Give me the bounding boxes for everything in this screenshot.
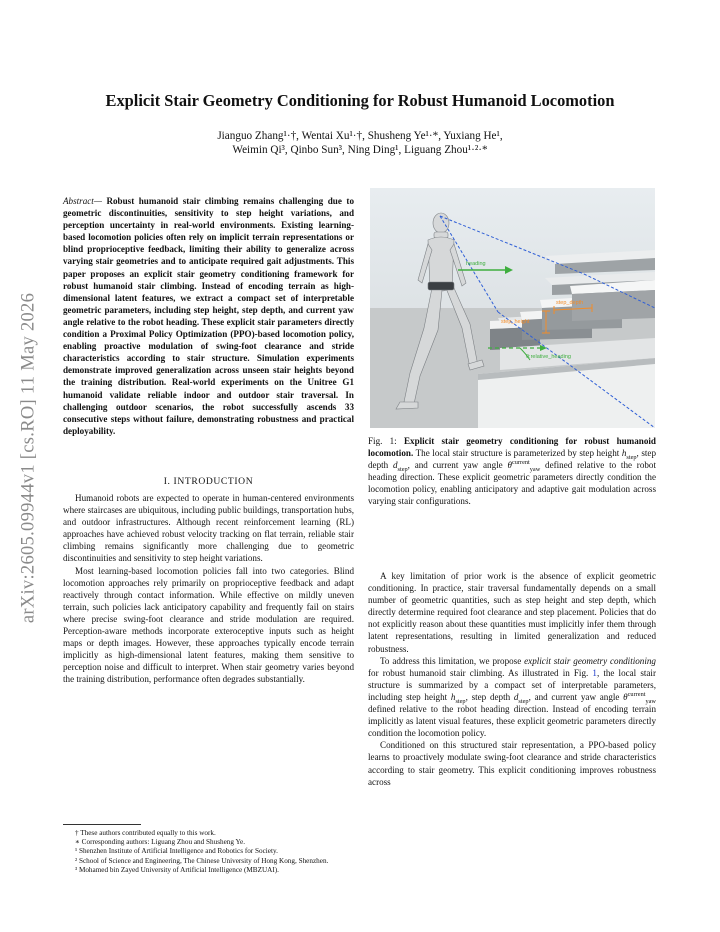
caption-text-4: defined relative to the robot heading direction. These explicit geometric parameters directly condition the locomotion policy, enabling anticipatory and adaptive gait modulation across varying stair configurations. — [368, 460, 656, 507]
footnotes — [63, 829, 354, 875]
intro-paragraph-2: Most learning-based locomotion policies fall into two categories. Blind locomotion approaches rely primarily on proprioceptive feedback and adapt reactively through contact information. While effective on mildly uneven terrain, such policies lack anticipatory capability and frequently fail on stairs where precise swing-foot clearance and stride modulation are required. Perception-aware methods incorporate exteroceptive inputs such as height maps or depth images. However, these approaches typically encode terrain implicitly as high-dimensional latent features, making them sensitive to perception noise and difficult to interpret. When stair geometry varies beyond the training distribution, performance often degrades substantially. — [63, 565, 354, 685]
section-heading-introduction: I. INTRODUCTION — [163, 476, 254, 487]
p2-text-c: , the local stair structure is summarized by a compact set of interpretable parameters, including step height — [368, 667, 656, 702]
p2-text-b: for robust humanoid stair climbing. As illustrated in Fig. — [368, 667, 593, 678]
math-h-sub: step — [626, 453, 637, 461]
footnote-affiliation-1: ¹ Shenzhen Institute of Artificial Intelligence and Robotics for Society. — [75, 847, 278, 856]
math-theta: θ — [507, 460, 512, 471]
author-line-1: Jianguo Zhang¹·†, Wentai Xu¹·†, Shusheng Ye¹·*, Yuxiang He¹, — [217, 130, 503, 142]
figure-1-reference-link[interactable]: 1 — [592, 667, 597, 678]
caption-label: Fig. 1: — [368, 436, 397, 446]
footnote-corresponding: ∗ Corresponding authors: Liguang Zhou and Shusheng Ye. — [75, 838, 245, 847]
paper-title: Explicit Stair Geometry Conditioning for Robust Humanoid Locomotion — [105, 91, 615, 110]
heading-label: heading — [466, 261, 486, 267]
p2-math-theta-sub: yaw — [645, 697, 656, 705]
caption-text-1: The local stair structure is parameterized by step height — [415, 448, 622, 459]
abstract-text: Robust humanoid stair climbing remains challenging due to geometric discontinuities, sensitivity to step height variations, and perception uncertainty in real-world environments. Existing learning-based locomotion policies often rely on implicit terrain representations or blind proprioceptive feedback, limiting their ability to generalize across varying stair geometries and to anticipate required gait adjustments. This paper proposes an explicit stair geometry conditioning framework for robust humanoid stair climbing. Instead of encoding terrain as high-dimensional latent features, we extract a compact set of interpretable geometric parameters, including step height, step depth, and current yaw angle relative to the robot heading. These explicit stair parameters directly condition a Proximal Policy Optimization (PPO)-based locomotion policy, enabling proactive modulation of swing-foot clearance and stride characteristics according to stair structure. Simulation experiments demonstrate improved generalization across unseen stair heights beyond the training distribution. Real-world experiments on the Unitree G1 humanoid validate reliable indoor and outdoor stair traversal. In challenging outdoor scenarios, the robot successfully ascends 33 consecutive steps without failure, demonstrating robustness and practical deployability. — [63, 196, 354, 436]
right-paragraph-3: Conditioned on this structured stair representation, a PPO-based policy learns to proactively modulate swing-foot clearance and stride characteristics according to stair geometry. This explicit conditioning improves robustness across — [368, 740, 656, 787]
introduction-body — [63, 492, 354, 686]
p2-text-f: defined relative to the robot heading direction. Instead of encoding terrain implicitly as latent visual features, these explicit geometric parameters directly condition the locomotion policy. — [368, 704, 656, 739]
author-list — [0, 129, 720, 158]
figure-1 — [370, 188, 655, 428]
abstract-label: Abstract — [63, 196, 94, 206]
p2-math-d-sub: step — [518, 697, 529, 705]
right-paragraph-2 — [368, 655, 656, 740]
p2-math-h-sub: step — [455, 697, 466, 705]
math-d-sub: step — [397, 466, 408, 473]
right-paragraph-1: A key limitation of prior work is the absence of explicit geometric conditioning. In practice, stair traversal fundamentally depends on a small number of geometric quantities, such as step height and step depth, which directly determine required foot clearance and step placement. Policies that do not explicitly reason about these quantities must implicitly infer them through latent representations, resulting in limited generalization and reduced robustness. — [368, 571, 656, 654]
p2-text-a: To address this limitation, we propose — [380, 655, 525, 666]
arxiv-identifier-text: arXiv:2605.09944v1 [cs.RO] 11 May 2026 — [18, 292, 39, 624]
p2-text-e: , and current yaw angle — [528, 691, 624, 702]
intro-paragraph-1: Humanoid robots are expected to operate in human-centered environments where staircases are ubiquitous, including public buildings, transportation hubs, and outdoor infrastructures. Although recent reinforcement learning (RL) approaches have achieved robust velocity tracking on flat terrain, reliable stair climbing remains significantly more challenging due to geometric discontinuities and sensitivity to step height variations. — [63, 493, 354, 564]
footnote-rule — [63, 824, 141, 825]
footnote-affiliation-3: ³ Mohamed bin Zayed University of Artificial Intelligence (MBZUAI). — [75, 865, 279, 874]
p2-math-h: h — [450, 691, 456, 702]
p2-math-theta: θ — [623, 691, 628, 702]
caption-text-3: , and current yaw angle — [407, 460, 508, 471]
figure-1-illustration — [370, 188, 655, 428]
abstract: Abstract— Robust humanoid stair climbing remains challenging due to geometric discontinuities, sensitivity to step height variations, and perception uncertainty in real-world environments. Existing learning-based locomotion policies often rely on implicit terrain representations or blind proprioceptive feedback, limiting their ability to generalize across varying stair geometries and to anticipate required gait adjustments. This paper proposes an explicit stair geometry conditioning framework for robust humanoid stair climbing. Instead of encoding terrain as high-dimensional latent features, we extract a compact set of interpretable geometric parameters, including step height, step depth, and current yaw angle relative to the robot heading. These explicit stair parameters directly condition a Proximal Policy Optimization (PPO)-based locomotion policy, enabling proactive modulation of swing-foot clearance and stride characteristics according to stair structure. Simulation experiments demonstrate improved generalization across unseen stair heights beyond the training distribution. Real-world experiments on the Unitree G1 humanoid validate reliable indoor and outdoor stair traversal. In challenging outdoor scenarios, the robot successfully ascends 33 consecutive steps without failure, demonstrating robustness and practical deployability. — [63, 196, 354, 436]
math-theta-sub: yaw — [529, 466, 541, 473]
arxiv-identifier — [14, 258, 44, 658]
step-depth-label: step_depth — [556, 300, 584, 306]
math-theta-sup: current — [511, 459, 530, 467]
p2-math-d: d — [513, 691, 519, 702]
math-d: d — [392, 460, 398, 471]
p2-text-d: , step depth — [465, 691, 514, 702]
p2-math-theta-sup: current — [627, 690, 646, 698]
p2-emphasis: explicit stair geometry conditioning — [524, 655, 656, 666]
author-line-2: Weimin Qi³, Qinbo Sun³, Ning Ding¹, Liguang Zhou¹·²·* — [232, 144, 488, 157]
footnote-equal-contribution: † These authors contributed equally to this work. — [75, 829, 216, 837]
relative-heading-label: θ:relative_heading — [526, 354, 571, 360]
figure-1-caption — [368, 435, 656, 508]
footnote-affiliation-2: ² School of Science and Engineering, The Chinese University of Hong Kong, Shenzhen. — [75, 856, 329, 865]
caption-bold: Explicit stair geometry conditioning for robust humanoid locomotion. — [368, 436, 656, 459]
right-column-body — [368, 570, 656, 788]
math-h: h — [621, 448, 627, 459]
caption-text-2: , step depth — [368, 448, 656, 471]
step-height-label: step_height — [501, 319, 530, 325]
